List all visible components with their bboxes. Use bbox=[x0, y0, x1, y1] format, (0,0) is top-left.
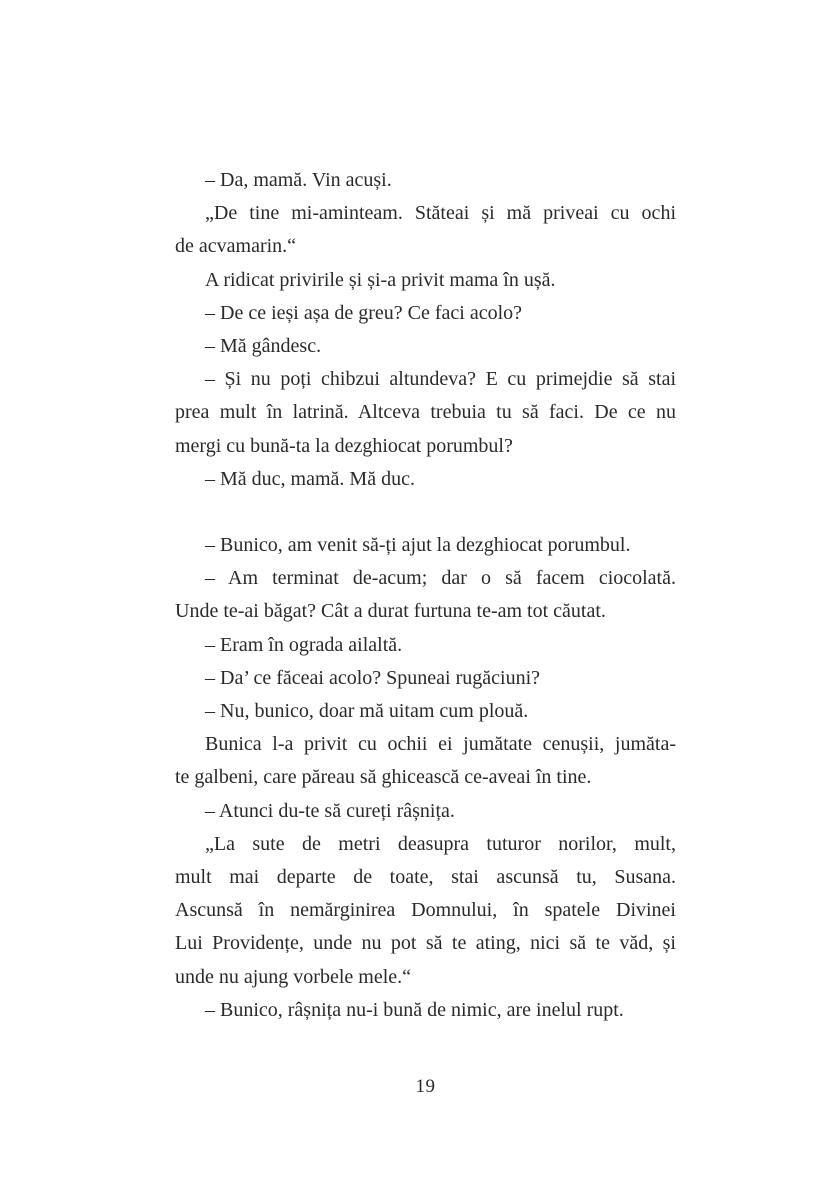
paragraph bbox=[175, 529, 676, 562]
text-line: – Da’ ce făceai acolo? Spuneai rugăciuni? bbox=[205, 666, 540, 689]
text-line: de acvamarin.“ bbox=[175, 235, 297, 258]
text-line: mergi cu bună-ta la dezghiocat porumbul? bbox=[175, 434, 513, 457]
text-line: – De ce ieși așa de greu? Ce faci acolo? bbox=[205, 301, 523, 324]
paragraph bbox=[175, 662, 676, 695]
text-line: – Mă gândesc. bbox=[205, 334, 322, 357]
paragraph bbox=[175, 297, 676, 330]
paragraph bbox=[175, 828, 676, 994]
text-line: A ridicat privirile și și-a privit mama în ușă. bbox=[205, 268, 556, 291]
paragraph bbox=[175, 330, 676, 363]
text-line: – Bunico, râșnița nu-i bună de nimic, are inelul rupt. bbox=[205, 998, 624, 1021]
text-line: Bunica l-a privit cu ochii ei jumătate cenușii, jumăta- bbox=[205, 733, 676, 756]
text-line: prea mult în latrină. Altceva trebuia tu să faci. De ce nu bbox=[175, 401, 676, 424]
text-line: „La sute de metri deasupra tuturor norilor, mult, bbox=[205, 832, 676, 855]
text-line: – Da, mamă. Vin acuși. bbox=[205, 169, 392, 191]
paragraph bbox=[175, 363, 676, 463]
paragraph bbox=[175, 629, 676, 662]
page-number: 19 bbox=[415, 1076, 436, 1097]
paragraph bbox=[175, 264, 676, 297]
text-line: – Și nu poți chibzui altundeva? E cu primejdie să stai bbox=[205, 368, 676, 391]
text-line: – Bunico, am venit să-ți ajut la dezghiocat porumbul. bbox=[205, 534, 631, 557]
paragraph bbox=[175, 994, 676, 1027]
text-line: Ascunsă în nemărginirea Domnului, în spatele Divinei bbox=[175, 899, 676, 922]
text-line: „De tine mi-aminteam. Stăteai și mă priveai cu ochi bbox=[205, 202, 676, 225]
paragraph bbox=[175, 695, 676, 728]
text-line: unde nu ajung vorbele mele.“ bbox=[175, 965, 412, 988]
paragraph bbox=[175, 463, 676, 496]
text-line: Unde te-ai băgat? Cât a durat furtuna te-am tot căutat. bbox=[175, 600, 606, 623]
text-line: te galbeni, care păreau să ghicească ce-aveai în tine. bbox=[175, 766, 592, 789]
text-line: – Mă duc, mamă. Mă duc. bbox=[205, 467, 415, 490]
text-line: mult mai departe de toate, stai ascunsă tu, Susana. bbox=[175, 865, 676, 888]
paragraph bbox=[175, 197, 676, 263]
paragraph bbox=[175, 728, 676, 794]
text-line: Lui Providențe, unde nu pot să te ating, nici să te văd, și bbox=[175, 932, 676, 955]
paragraph bbox=[175, 164, 676, 197]
text-block bbox=[175, 164, 676, 1027]
text-line: – Nu, bunico, doar mă uitam cum plouă. bbox=[205, 700, 529, 722]
text-line: – Eram în ograda ailaltă. bbox=[205, 633, 403, 656]
paragraph bbox=[175, 795, 676, 828]
paragraph bbox=[175, 562, 676, 628]
text-line: – Atunci du-te să cureți râșnița. bbox=[205, 799, 455, 822]
text-line: – Am terminat de-acum; dar o să facem ciocolată. bbox=[205, 567, 676, 590]
